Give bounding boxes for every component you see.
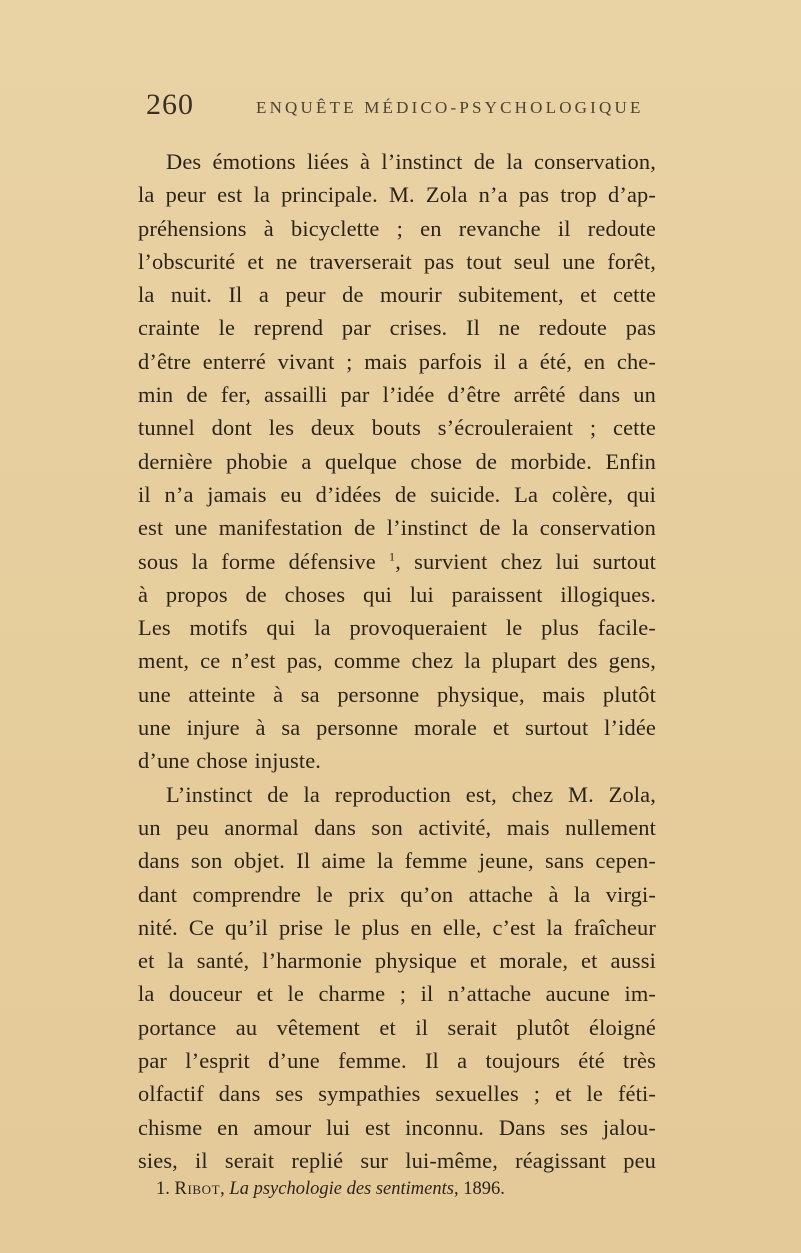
text-line: dant comprendre le prix qu’on attache à la virgi- xyxy=(138,881,656,907)
page-header xyxy=(146,88,651,122)
text-line: portance au vêtement et il serait plutôt éloigné xyxy=(138,1014,656,1040)
text-line: un peu anormal dans son activité, mais nullement xyxy=(138,814,656,840)
text-line: est une manifestation de l’instinct de la conservation xyxy=(138,515,656,541)
text-line: tunnel dont les deux bouts s’écrouleraient ; cette xyxy=(138,415,656,441)
text-fragment: , survient chez lui surtout xyxy=(395,548,656,574)
text-line: chisme en amour lui est inconnu. Dans ses jalou- xyxy=(138,1114,656,1140)
text-line: d’être enterré vivant ; mais parfois il a été, en che- xyxy=(138,348,656,374)
text-line: sies, il serait replié sur lui-même, réagissant peu xyxy=(138,1147,656,1173)
text-line: la douceur et le charme ; il n’attache aucune im- xyxy=(138,981,656,1007)
footnote xyxy=(156,1177,656,1201)
text-line: L’instinct de la reproduction est, chez M. Zola, xyxy=(166,781,656,807)
text-line: il n’a jamais eu d’idées de suicide. La colère, qui xyxy=(138,481,656,507)
footnote-author: Ribot xyxy=(174,1179,221,1199)
text-line: l’obscurité et ne traverserait pas tout seul une forêt, xyxy=(138,248,656,274)
text-line: Les motifs qui la provoqueraient le plus facile- xyxy=(138,615,656,641)
text-line: la peur est la principale. M. Zola n’a pas trop d’ap- xyxy=(138,182,656,208)
running-title: ENQUÊTE MÉDICO-PSYCHOLOGIQUE xyxy=(256,98,644,117)
page-number: 260 xyxy=(146,88,194,121)
footnote-reference: 1 xyxy=(389,549,396,564)
text-line: dernière phobie a quelque chose de morbide. Enfin xyxy=(138,448,656,474)
text-line: nité. Ce qu’il prise le plus en elle, c’est la fraîcheur xyxy=(138,914,656,940)
text-line-with-footnote-ref xyxy=(138,545,656,578)
text-line: la nuit. Il a peur de mourir subitement, et cette xyxy=(138,282,656,308)
text-line: d’une chose injuste. xyxy=(138,748,322,774)
text-line: à propos de choses qui lui paraissent illogiques. xyxy=(138,581,656,607)
text-line: dans son objet. Il aime la femme jeune, sans cepen- xyxy=(138,848,656,874)
text-line: et la santé, l’harmonie physique et morale, et aussi xyxy=(138,948,656,974)
text-fragment: sous la forme défensive xyxy=(138,548,376,574)
body-text xyxy=(138,145,656,1177)
text-line: olfactif dans ses sympathies sexuelles ; et le féti- xyxy=(138,1081,656,1107)
text-line: par l’esprit d’une femme. Il a toujours été très xyxy=(138,1048,656,1074)
text-line: ment, ce n’est pas, comme chez la plupart des gens, xyxy=(138,648,656,674)
text-line: une atteinte à sa personne physique, mais plutôt xyxy=(138,681,656,707)
text-line: préhensions à bicyclette ; en revanche il redoute xyxy=(138,215,656,241)
footnote-separator: , xyxy=(220,1179,225,1199)
text-line: min de fer, assailli par l’idée d’être arrêté dans un xyxy=(138,382,656,408)
text-line: Des émotions liées à l’instinct de la conservation, xyxy=(166,149,656,174)
text-line: crainte le reprend par crises. Il ne redoute pas xyxy=(138,315,656,341)
text-line: une injure à sa personne morale et surtout l’idée xyxy=(138,715,656,741)
footnote-number: 1. xyxy=(156,1179,170,1199)
footnote-year: , 1896. xyxy=(453,1179,505,1199)
footnote-title: La psychologie des sentiments xyxy=(229,1179,454,1199)
